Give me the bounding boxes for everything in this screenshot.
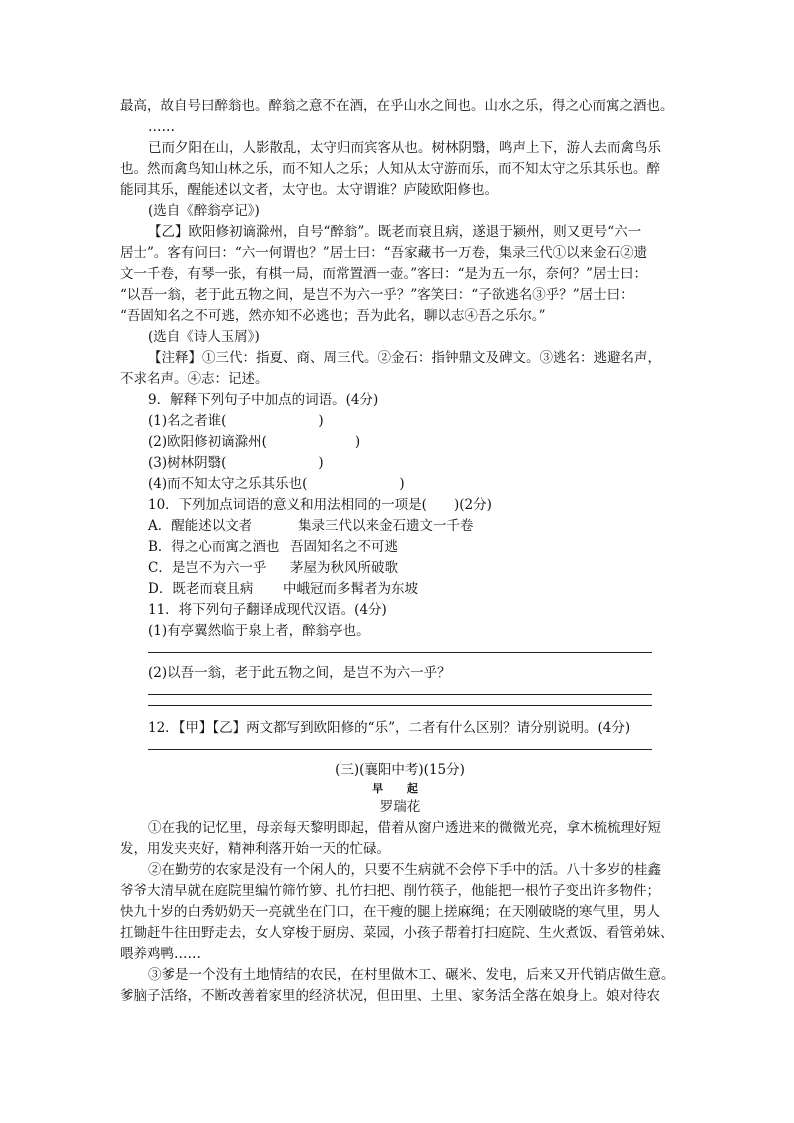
yi-source: (选自《诗人玉屑》) (148, 329, 260, 345)
q10-option-a[interactable] (120, 516, 680, 537)
yi-notes-1: 【注释】①三代：指夏、商、周三代。②金石：指钟鼎文及碑文。③逃名：逃避名声， (148, 350, 661, 366)
q9-item-4 (120, 474, 680, 495)
section3-author: 罗瑞花 (379, 799, 421, 815)
jia-line-4: 能同其乐，醒能述以文者，太守也。太守谓谁？庐陵欧阳修也。 (120, 182, 498, 198)
q11-answer-line-1 (148, 652, 652, 653)
s3-p2-line-1: ②在勤劳的农家是没有一个闲人的，只要不生病就不会停下手中的活。八十多岁的桂鑫 (148, 862, 661, 878)
s3-p2-line-5: 喂养鸡鸭…… (120, 946, 201, 962)
s3-p3-line-1: ③爹是一个没有土地情结的农民，在村里做木工、碾米、发电，后来又开代销店做生意。 (148, 967, 675, 983)
q10-option-d-left: D．既老而衰且病 (148, 581, 254, 597)
q10-option-a-right: 集录三代以来金石遗文一千卷 (298, 518, 474, 534)
q11-answer-line-1-wrap[interactable] (120, 642, 680, 663)
yi-line-3: 文一千卷，有琴一张，有棋一局，而常置酒一壶。”客曰：“是为五一尔，奈何？”居士曰： (120, 266, 647, 282)
q10-option-c-left: C．是岂不为六一乎 (148, 560, 267, 576)
q11-answer-line-3-wrap[interactable] (120, 705, 680, 726)
s3-p2-line-3: 快九十岁的白秀奶奶天一亮就坐在门口，在干瘦的腿上搓麻绳；在天刚破晓的寒气里，男人 (120, 904, 660, 920)
q9-item-2-text: (2)欧阳修初谪滁州( (148, 434, 267, 450)
q10-option-d[interactable] (120, 579, 680, 600)
q9-item-1 (120, 411, 680, 432)
yi-notes-2: 不求名声。④志：记述。 (120, 371, 269, 387)
q11-answer-line-3 (148, 705, 652, 706)
q9-item-4-text: (4)而不知太守之乐其乐也( (148, 476, 308, 492)
q12-answer-line (148, 749, 652, 750)
section3-header: (三)(襄阳中考)(15分) (335, 762, 465, 778)
q10-option-c[interactable] (120, 558, 680, 579)
q11-sentence-1: (1)有亭翼然临于泉上者，醉翁亭也。 (148, 623, 370, 639)
q10-option-b-left: B．得之心而寓之酒也 (148, 539, 280, 555)
q11-stem: 11．将下列句子翻译成现代汉语。(4分) (148, 602, 387, 618)
jia-line-3: 也。然而禽鸟知山林之乐，而不知人之乐；人知从太守游而乐，而不知太守之乐其乐也。醉 (120, 161, 660, 177)
jia-source: (选自《醉翁亭记》) (148, 203, 260, 219)
jia-line-1: 最高，故自号曰醉翁也。醉翁之意不在酒，在乎山水之间也。山水之乐，得之心而寓之酒也。 (120, 98, 674, 114)
q9-item-3-close: ) (318, 455, 324, 471)
q9-item-3 (120, 453, 680, 474)
q11-answer-line-2-wrap[interactable] (120, 684, 680, 705)
q9-item-2-close: ) (354, 434, 361, 450)
s3-p2-line-2: 爷爷大清早就在庭院里编竹筛竹箩、扎竹扫把、削竹筷子，他能把一根竹子变出许多物件； (120, 883, 660, 899)
q12-answer-line-wrap[interactable] (120, 739, 680, 760)
section3-title: 早 起 (372, 782, 428, 795)
q11-sentence-2: (2)以吾一翁，老于此五物之间，是岂不为六一乎？ (148, 665, 451, 681)
q10-option-d-right: 中峨冠而多髯者为东坡 (283, 581, 418, 597)
q9-item-3-text: (3)树林阴翳( (148, 455, 227, 471)
q10-stem: 10．下列加点词语的意义和用法相同的一项是( )(2分) (148, 497, 492, 513)
q9-item-1-close: ) (318, 413, 324, 429)
q10-option-b-right: 吾固知名之不可逃 (290, 539, 398, 555)
q9-item-1-text: (1)名之者谁( (148, 413, 227, 429)
jia-ellipsis: …… (148, 119, 175, 135)
yi-line-2: 居士”。客有问曰：“六一何谓也？”居士曰：“吾家藏书一万卷，集录三代①以来金石②遗 (120, 245, 648, 261)
s3-p1-line-2: 发，用发夹夹好，精神利落开始一天的忙碌。 (120, 841, 390, 857)
q10-option-a-left: A．醒能述以文者 (148, 518, 253, 534)
q10-option-c-right: 茅屋为秋风所破歌 (290, 560, 398, 576)
q9-item-2 (120, 432, 680, 453)
exam-page-content (120, 96, 680, 1007)
q12-stem: 12．【甲】【乙】两文都写到欧阳修的“乐”，二者有什么区别？请分别说明。(4分) (148, 720, 631, 736)
q9-stem: 9．解释下列句子中加点的词语。(4分) (148, 392, 379, 408)
yi-line-5: “吾固知名之不可逃，然亦知不必逃也；吾为此名，聊以志④吾之乐尔。” (120, 308, 546, 324)
q10-option-b[interactable] (120, 537, 680, 558)
q11-answer-line-2 (148, 694, 652, 695)
jia-line-2: 已而夕阳在山，人影散乱，太守归而宾客从也。树林阴翳，鸣声上下，游人去而禽鸟乐 (148, 140, 661, 156)
s3-p1-line-1: ①在我的记忆里，母亲每天黎明即起，借着从窗户透进来的微微光亮，拿木梳梳理好短 (148, 820, 661, 836)
s3-p3-line-2: 爹脑子活络，不断改善着家里的经济状况，但田里、土里、家务活全落在娘身上。娘对待农 (120, 988, 660, 1004)
q9-item-4-close: ) (399, 476, 405, 492)
s3-p2-line-4: 扛锄赶牛往田野走去，女人穿梭于厨房、菜园，小孩子帮着打扫庭院、生火煮饭、看管弟妹、 (120, 925, 674, 941)
yi-line-4: “以吾一翁，老于此五物之间，是岂不为六一乎？”客笑曰：“子欲逃名③乎？”居士曰： (120, 287, 634, 303)
yi-line-1: 【乙】欧阳修初谪滁州，自号“醉翁”。既老而衰且病，遂退于颍州，则又更号“六一 (148, 224, 642, 240)
